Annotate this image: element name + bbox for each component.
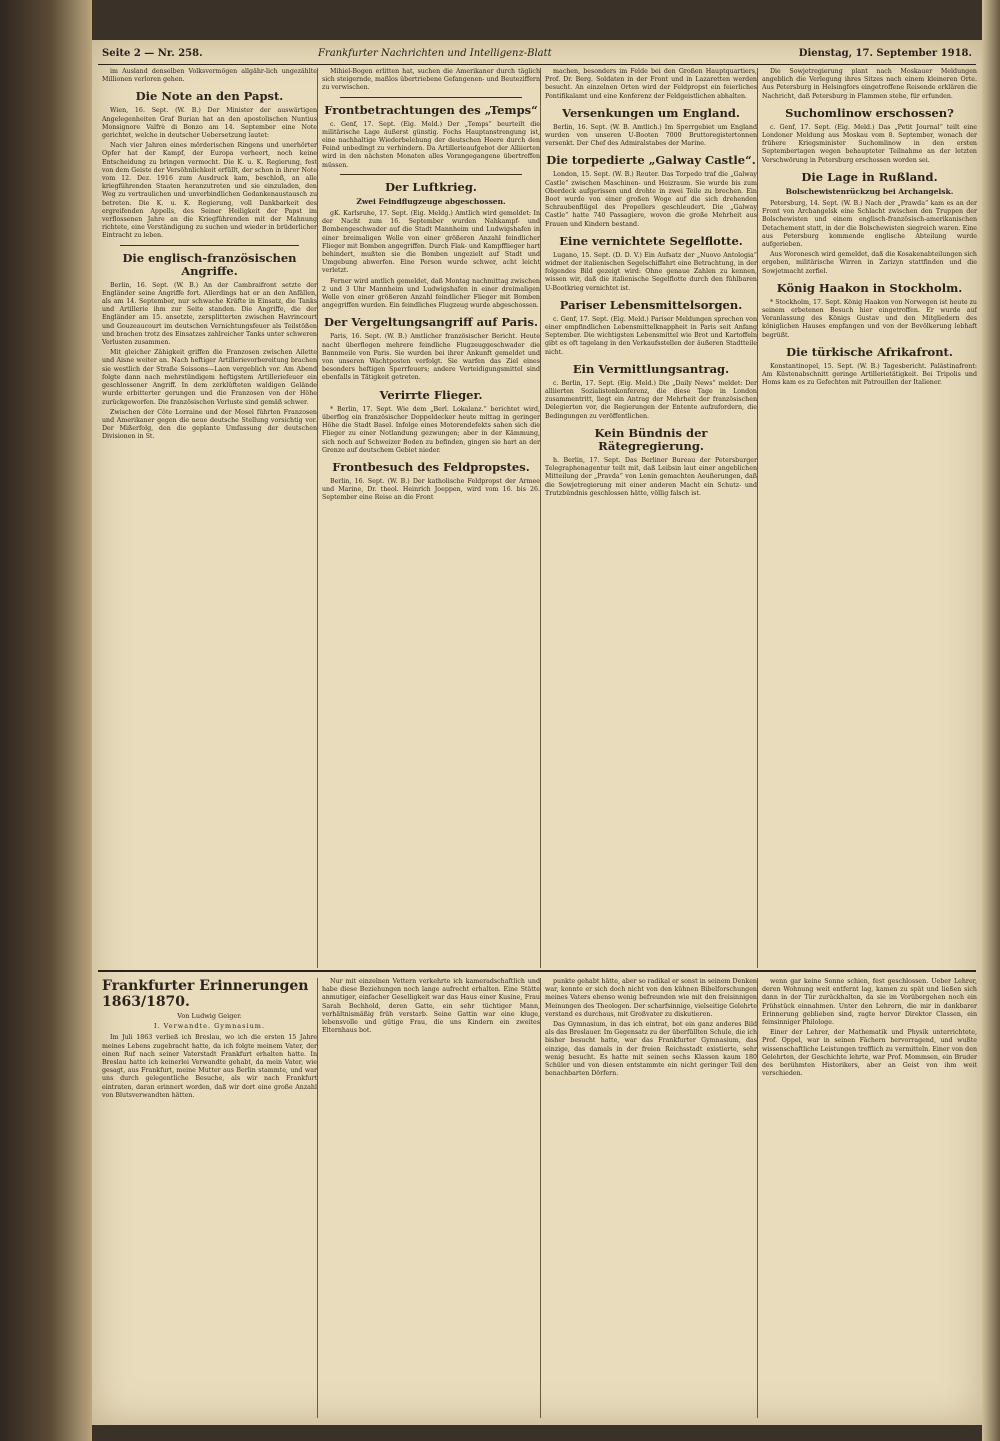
article-text: Aus Woronesch wird gemeldet, daß die Kosakenabteilungen sich ergeben, militärische Wirren in Zarizyn stattfinden und die Sowjetmacht zerfiel. (762, 251, 977, 275)
article-text: Berlin, 16. Sept. (W. B. Amtlich.) Im Sperrgebiet um England wurden von unseren U-Booten 7000 Bruttoregistertonnen versenkt. Der Chef des Admiralstabes der Marine. (545, 123, 757, 148)
feuilleton-column-2 (322, 978, 541, 1418)
headline: Der Vergeltungsangriff auf Paris. (323, 315, 539, 330)
article-text: punkte gehabt hätte, aber so radikal er sonst in seinem Denken war, konnte er sich doch nicht von den kühnen Bibelforschungen meines Vaters ebenso wenig befreunden wie mit den freisinnigen Meinungen des Theologen. Der scharfsinnige, vielseitige Gelehrte verstand es durchaus, mit Großvater zu diskutieren. (545, 978, 757, 1018)
subheadline: Zwei Feindflugzeuge abgeschossen. (356, 196, 506, 206)
article-text: Lugano, 15. Sept. (D. D. V.) Ein Aufsatz der „Nuovo Antologia“ widmet der italienischen Segelschiffahrt eine Betrachtung, in der folgendes Bild gezeigt wird: Ohne genaue Zahlen zu kennen, wissen wir, daß die italienische Segelflotte durch den fühlbaren U-Bootkrieg vernichtet ist. (545, 251, 757, 292)
feuilleton-divider (98, 970, 976, 972)
article-text: Im Juli 1863 verließ ich Breslau, wo ich die ersten 15 Jahre meines Lebens zugebracht hatte, da ich folgte meinem Vater, der einen Ruf nach seiner Vaterstadt Frankfurt erhalten hatte. In Breslau hatte ich keinerlei Verwandte gehabt, da mein Vater, wie gesagt, aus Frankfurt, meine Mutter aus Berlin stammte, und war uns durch gelegentliche Besuche, als wir nach Frankfurt eintraten, daran erinnert worden, daß wir dort eine große Anzahl von Blutsverwandten hätten. (102, 1034, 317, 1099)
feuilleton-column-4 (762, 978, 977, 1418)
headline: Frontbesuch des Feldpropstes. (332, 459, 530, 474)
column-1 (102, 68, 318, 968)
article-text: * Stockholm, 17. Sept. König Haakon von Norwegen ist heute zu seinem erbetenen Besuch hier eingetroffen. Er wurde auf Veranlassung des Königs Gustav und den Mitgliedern des königlichen Hauses empfangen und von der Bevölkerung lebhaft begrüßt. (762, 298, 977, 339)
article-text: * Berlin, 17. Sept. Wie dem „Berl. Lokalanz.“ berichtet wird, überflog ein französischer Doppeldecker heute mittag in geringer Höhe die Stadt Basel. Infolge eines Motorendefekts sahen sich die Flieger zu einer Notlandung gezwungen; aber in der Kämmung, sich noch auf Schweizer Boden zu befinden, gingen sie hart an der Grenze auf deutschem Gebiet nieder. (322, 405, 540, 454)
headline: Die türkische Afrikafront. (786, 344, 953, 359)
page-edge (982, 0, 1000, 1441)
article-text: h. Berlin, 17. Sept. Das Berliner Bureau der Petersburger Telegraphenagentur teilt mit, daß Leibsin laut einer angeblichen Mitteilung der „Pravda“ von Lenin gemachten Aeußerungen, daß die Sowjetregierung mit einer anderen Macht ein Schutz- und Trutzbündnis geschlossen hätte, völlig falsch ist. (545, 456, 757, 497)
subheadline: Bolschewistenrückzug bei Archangelsk. (785, 186, 954, 196)
article-text: c. Genf, 17. Sept. (Eig. Meld.) Das „Petit Journal“ teilt eine Londoner Meldung aus Moskau vom 8. September, wonach der frühere Kriegsminister Suchomlinow in den ersten Septembertagen wegen behaupteter Teilnahme an der letzten Verschwörung in Petersburg erschossen worden sei. (762, 123, 977, 164)
article-text: wenn gar keine Sonne schien, fest geschlossen. Ueber Lehrer, deren Wohnung weit entfernt lag, kamen zu spät und ließen sich dann in der Tür zurückhalten, da sie im Vorübergehen noch ein Frühstück einnahmen. Unter den Lehrern, die mir in dankbarer Erinnerung geblieben sind, ragte hervor Direktor Classen, ein feinsinniger Philologe. (762, 978, 977, 1027)
article-text: Berlin, 16. Sept. (W. B.) Der katholische Feldpropst der Armee und Marine, Dr. theol. Heinrich Joeppen, wird vom 16. bis 26. September eine Reise an die Front (322, 477, 540, 502)
byline: Von Ludwig Geiger. (177, 1012, 242, 1020)
headline: König Haakon in Stockholm. (776, 280, 963, 295)
article-text: c. Genf, 17. Sept. (Eig. Meld.) Pariser Meldungen sprechen von einer empfindlichen Lebensmittelknappheit in Paris seit Anfang September. Die wichtigsten Lebensmittel wie Brot und Kartoffeln gibt es oft tagelang in den Verkaufsstellen der äußeren Stadtteile nicht. (545, 315, 757, 356)
issue-date: Dienstag, 17. September 1918. (798, 48, 972, 59)
newspaper-name: Frankfurter Nachrichten und Intelligenz-Blatt (318, 48, 552, 59)
article-text: Einer der Lehrer, der Mathematik und Physik unterrichtete, Prof. Oppel, war in seinen Fächern hervorragend, und wußte wissenschaftliche Leistungen trefflich zu vermitteln. Einer von den Gelehrten, der Geschichte lehrte, war Prof. Mommsen, ein Bruder des berühmten Historikers, aber an Geist von ihm weit verschieden. (762, 1029, 977, 1078)
headline: Die Lage in Rußland. (801, 169, 938, 184)
article-text: Berlin, 16. Sept. (W. B.) An der Cambraifront setzte der Engländer seine Angriffe fort. Allerdings hat er an den Anfällen, als am 14. September, nur schwache Kräfte in Einsatz, die Tanks und Artillerie ihm zur Seite standen. Die Angriffe, die der Engländer am 15. ansetzte, zersplitterten zwischen Havrincourt und Gouzeaucourt im deutschen Vernichtungsfeuer als Teilstößen und brachen trotz des Einsatzes zahlreicher Tanks unter schweren Verlusten zusammen. (102, 281, 317, 347)
article-text: Nur mit einzelnen Vettern verkehrte ich kameradschaftlich und habe diese Beziehungen noch lange aufrecht erhalten. Eine Stätte anmutiger, einfacher Geselligkeit war das Haus einer Kusine, Frau Sarah Bechhold, deren Gatte, ein sehr tüchtiger Mann, verhältnismäßig früh verstarb. Seine Gattin war eine kluge, lebensvolle und gütige Frau, die uns Kindern ein zweites Elternhaus bot. (322, 978, 540, 1035)
section-title: I. Verwandte. Gymnasium. (153, 1022, 266, 1031)
headline: Die Note an den Papst. (135, 89, 284, 104)
feuilleton-column-1 (102, 978, 318, 1418)
article-text: Mit gleicher Zähigkeit griffen die Franzosen zwischen Ailette und Aisne weiter an. Nach heftiger Artillerievorbereitung brachen sie westlich der Straße Soissons—Laon vergeblich vor. Am Abend folgte dann nach mehrstündigem heftigstem Artilleriefeuer ein geschlossener Angriff. In dem zerklüfteten waldigen Gelände wurde erbitterter gerungen und die Franzosen von der Höhe zurückgeworfen. Die französischen Verluste sind gemäß schwer. (102, 349, 317, 406)
divider-rule (120, 245, 299, 246)
article-text: c. Berlin, 17. Sept. (Eig. Meld.) Die „Daily News“ meldet: Der alliierten Sozialistenkonferenz, die diese Tage in London zusammentritt, liegt ein Antrag der Mehrheit der französischen Delegierten vor, die Regierungen der Entente aufzufordern, die Bedingungen zu veröffentlichen. (545, 379, 757, 420)
article-text: Ferner wird amtlich gemeldet, daß Montag nachmittag zwischen 2 und 3 Uhr Mannheim und Ludwigshafen in einer dreimaligen Welle von einer größeren Anzahl feindlicher Flieger mit Bomben angegriffen wurden. Ein feindliches Flugzeug wurde abgeschossen. (322, 277, 540, 310)
article-text: Wien, 16. Sept. (W. B.) Der Minister der auswärtigen Angelegenheiten Graf Burian hat an den apostolischen Nuntius Monsignore Valfrè di Bonzo am 14. September eine Note gerichtet, welche in deutscher Uebersetzung lautet: (102, 107, 317, 140)
article-text: im Ausland denselben Volksvermögen allgähr-lich ungezählte Millionen verloren gehen. (102, 68, 317, 84)
article-text: gK. Karlsruhe, 17. Sept. (Eig. Meldg.) Amtlich wird gemeldet: In der Nacht zum 16. September wurden Nahkampf- und Bombengeschwader auf die Stadt Mannheim und Ludwigshafen in einer breimaligen Welle von einer größeren Anzahl feindlicher Flieger mit Bomben angegriffen. Durch Flak- und Kampfflieger hart behindert, mußten sie die Bomben ungezielt auf Stadt und Umgebung abwerfen. Eine Person wurde schwer, acht leicht verletzt. (322, 210, 540, 275)
divider-rule (340, 97, 522, 98)
article-text: Paris, 16. Sept. (W. B.) Amtlicher französischer Bericht. Heute nacht überflogen mehrere feindliche Flugzeuggeschwader die Bannmeile von Paris. Sie wurden bei ihrer Ankunft gemeldet und von unseren Wachtposten verfolgt. Sie warfen das Ziel eines besonders heftigen Sperrfeuers; andere Verteidigungsmittel sind ebenfalls in Tätigkeit getreten. (322, 333, 540, 382)
article-text: Petersburg, 14. Sept. (W. B.) Nach der „Prawda“ kam es an der Front von Archangelsk eine Schlacht zwischen den Truppen der Bolschewisten und einem englisch-französisch-amerikanischen Detachement statt, in der die Bolschewisten siegreich waren. Eine aus Petersburg kommende englische Abteilung wurde aufgerieben. (762, 200, 977, 249)
feuilleton-title: Frankfurter Erinnerungen 1863/1870. (102, 978, 309, 1010)
article-text: Konstantinopel, 15. Sept. (W. B.) Tagesbericht. Palästinafront: Am Küstenabschnitt geringe Artillerietätigkeit. Bei Tripolis und Homs kam es zu Gefechten mit Patrouillen der Italiener. (762, 362, 977, 387)
book-binding (0, 0, 92, 1441)
page-number: Seite 2 — Nr. 258. (102, 48, 203, 59)
divider-rule (340, 174, 522, 175)
headline: Verirrte Flieger. (379, 387, 483, 402)
article-text: Die Sowjetregierung plant nach Moskauer Meldungen angeblich die Verlegung ihres Sitzes nach einem kleineren Orte. Aus Petersburg in Helsingfors eingetroffene Reisende erklären die Nachricht, daß Petersburg in Flammen stehe, für erfunden. (762, 68, 977, 100)
article-text: Das Gymnasium, in das ich eintrat, bot ein ganz anderes Bild als das Breslauer. Im Gegensatz zu der überfüllten Schule, die ich bisher besucht hatte, war das Frankfurter Gymnasium, das einzige, das damals in der freien Reichsstadt existierte, sehr wenig besucht. Es hatte mit seinen sechs Klassen kaum 180 Schüler und von diesen entstammte ein nicht geringer Teil den benachbarten Dörfern. (545, 1021, 757, 1078)
article-text: Mihiel-Bogen erlitten hat, suchen die Amerikaner durch täglich sich steigernde, maßlos übertriebene Gefangenen- und Beuteziffern zu verwischen. (322, 68, 540, 92)
headline: Die torpedierte „Galway Castle“. (546, 153, 756, 168)
feuilleton-column-3 (545, 978, 758, 1418)
page-header (98, 44, 976, 65)
article-text: c. Genf, 17. Sept. (Eig. Meld.) Der „Temps“ beurteilt die militärische Lage äußerst günstig. Fochs Hauptanstrengung ist, eine nachhaltige Wiederbelebung der deutschen Heere durch den Feind unbedingt zu verhindern. Da Artillerieaufgebot der Alliierten wird in den nächsten Monaten alles Vorangegangene übertreffen müssen. (322, 120, 540, 169)
headline: Suchomlinow erschossen? (785, 105, 954, 120)
headline: Die englisch-französischen Angriffe. (122, 250, 297, 278)
column-4 (762, 68, 977, 968)
headline: Kein Bündnis der Rätegregierung. (594, 425, 708, 453)
headline: Versenkungen um England. (562, 105, 740, 120)
article-text: machen, besonders im Felde bei den Großen Hauptquartiers, Prof. Dr. Berg. Soldaten in der Front und in Lazaretten werden besucht. An einzelnen Orten wird der Feldpropst ein feierliches Pontifikalamt und eine Konferenz der Feldgeistlichen abhalten. (545, 68, 757, 100)
headline: Frontbetrachtungen des „Temps“ (324, 102, 538, 117)
headline: Der Luftkrieg. (385, 179, 477, 194)
headline: Eine vernichtete Segelflotte. (559, 233, 743, 248)
article-text: Zwischen der Côte Lorraine und der Mosel führten Franzosen und Amerikaner gegen die neue deutsche Stellung vorsichtig vor. Der Mißerfolg, den die geplante Umfassung der deutschen Divisionen in St. (102, 408, 317, 441)
headline: Ein Vermittlungsantrag. (572, 361, 730, 376)
article-text: Nach vier Jahren eines mörderischen Ringens und unerhörter Opfer hat der Kampf, der Europa verheert, noch keine Entscheidung zu bringen vermocht. Die K. u. K. Regierung, fest von dem Geiste der Versöhnlichkeit erfüllt, der schon in ihrer Note vom 12. Dez. 1916 zum Ausdruck kam, beschloß, an alle kriegführenden Staaten heranzutreten und sie einzuladen, den Weg zu vertraulichen und unverbindlichen Gedankenaustausch zu betreten. Die K. u. K. Regierung, voll Dankbarkeit des ergreifenden Appells, des Seiner Heiligkeit der Papst im verflossenen Jahre an die Kriegführenden mit der Mahnung richtete, eine Verständigung zu suchen und wieder in brüderlicher Eintracht zu leben. (102, 142, 317, 240)
newspaper-page (92, 40, 982, 1425)
column-2 (322, 68, 541, 968)
article-text: London, 15. Sept. (W. B.) Reuter. Das Torpedo traf die „Galway Castle“ zwischen Maschinen- und Heizraum. Sie wurde bis zum Oberdeck aufgerissen und drohte in zwei Teile zu brechen. Ein Boot wurde von einer großen Woge auf die sich drehenden Schraubenflügel des Propellers geschleudert. Die „Galway Castle“ hatte 740 Passagiere, wovon die große Mehrheit aus Frauen und Kindern bestand. (545, 171, 757, 228)
column-3 (545, 68, 758, 968)
headline: Pariser Lebensmittelsorgen. (559, 297, 743, 312)
